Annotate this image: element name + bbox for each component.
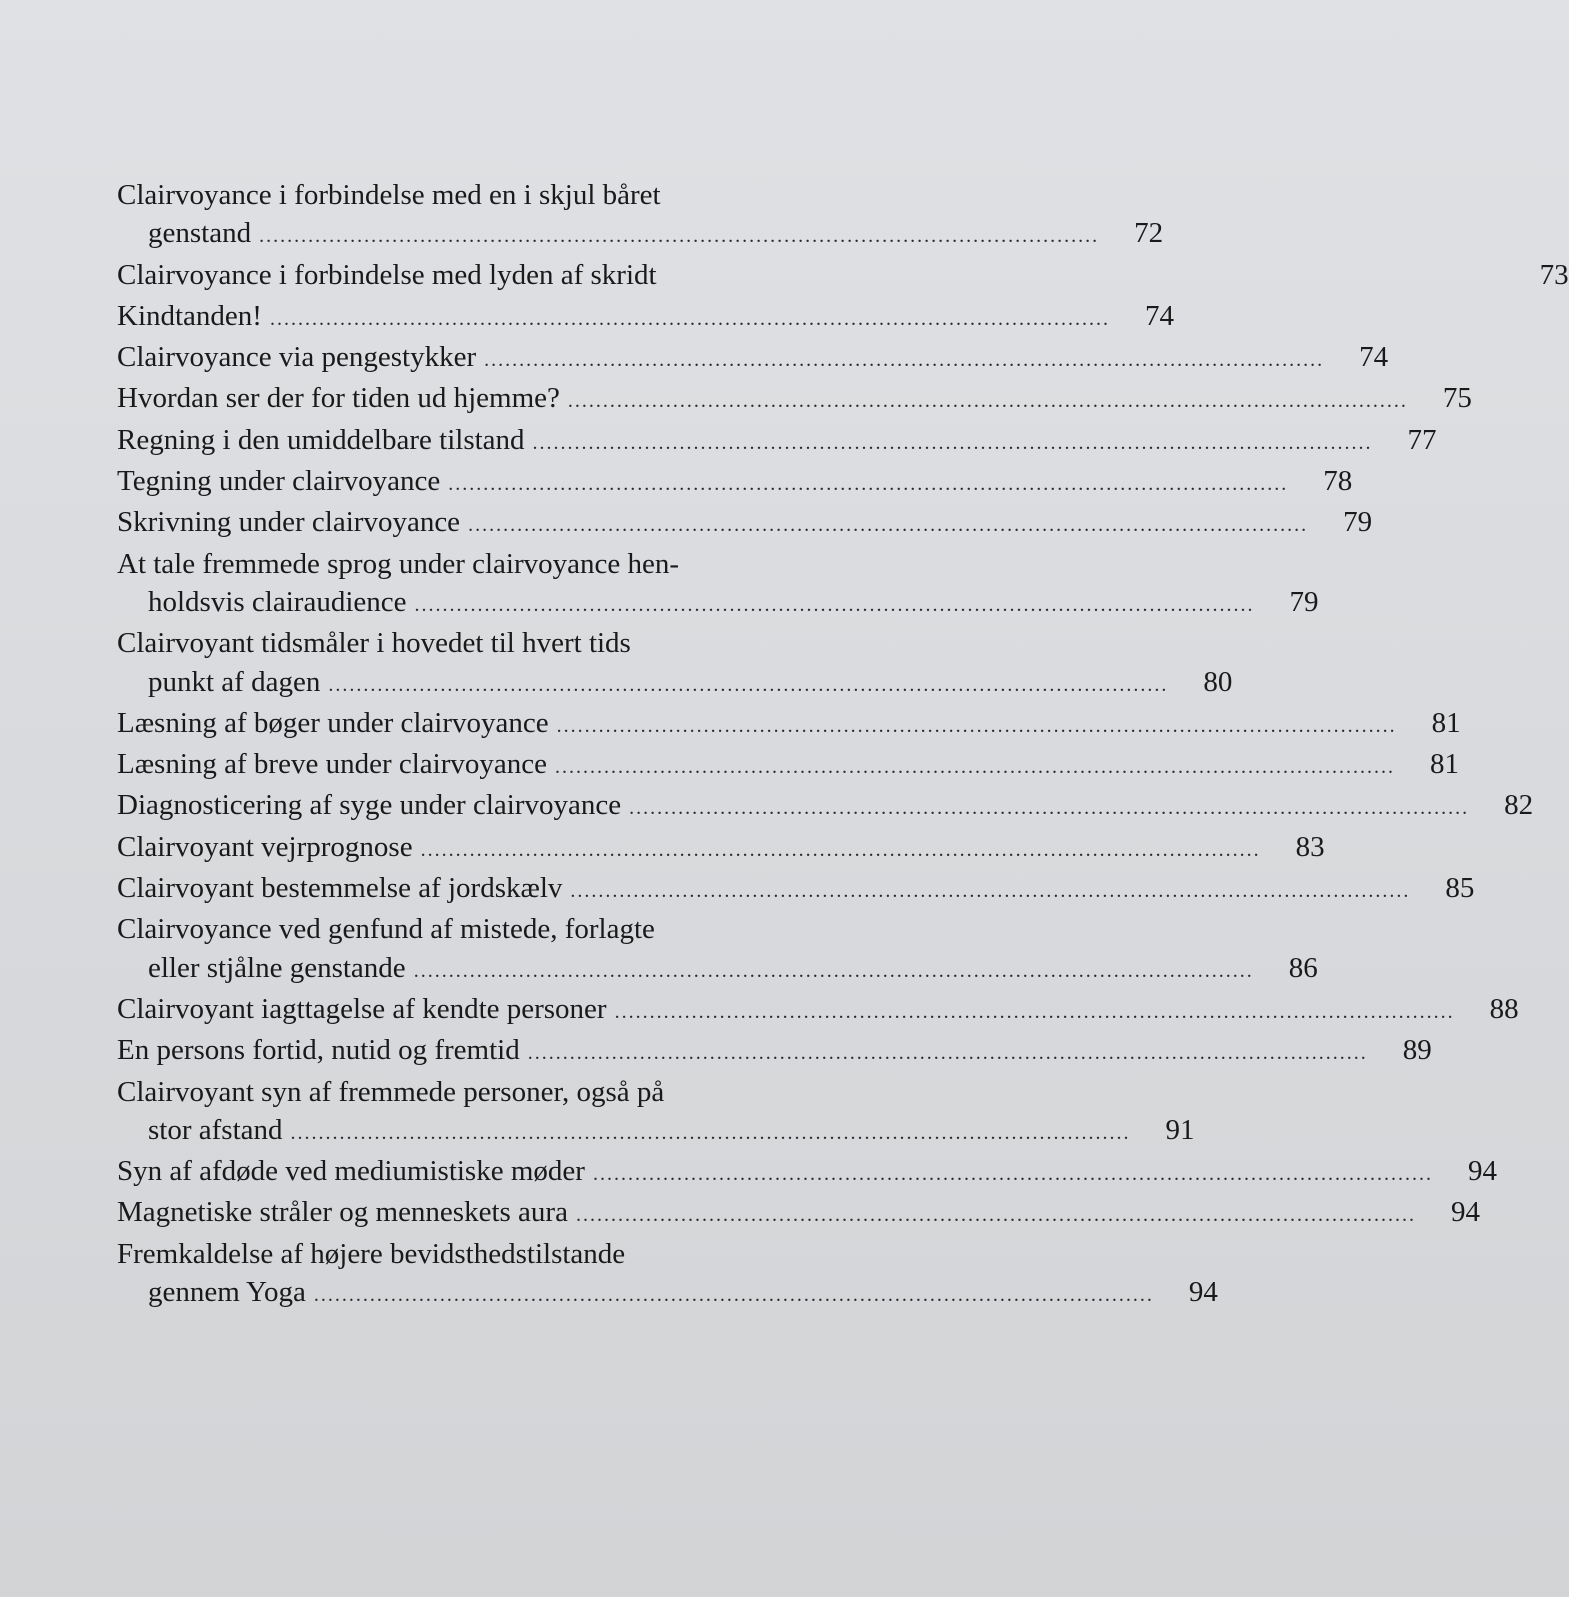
dot-leader: ........................................................................................................................ [570,880,1411,903]
dot-leader: ........................................................................................................................ [269,307,1110,330]
toc-entry-last-line [117,828,1325,869]
toc-page-number: 88 [1489,992,1519,1025]
dot-leader: ........................................................................................................................ [527,1042,1368,1065]
dot-leader: ........................................................................................................................ [413,959,1254,982]
toc-entry [117,1152,1497,1193]
toc-entry-last-line [117,379,1472,420]
dot-leader: ........................................................................................................................ [567,390,1408,413]
toc-entry [117,1193,1480,1234]
toc-entry-last-line [117,256,1569,297]
toc-entry-title: At tale fremmede sprog under clairvoyance hen- [117,547,680,580]
toc-entry [117,176,1164,256]
toc-entry-line [117,176,807,214]
dot-leader: ........................................................................................................................ [614,1000,1455,1023]
dot-leader: ........................................................................................................................ [290,1121,1131,1144]
toc-entry-last-line [117,1193,1480,1234]
toc-entry [117,1235,1218,1315]
toc-page-number: 80 [1203,665,1233,698]
toc-page-number: 91 [1165,1113,1195,1146]
toc-entry-last-line [117,990,1519,1031]
toc-entry-title: Clairvoyant tidsmåler i hovedet til hvert tids [117,627,631,660]
toc-page-number: 82 [1504,789,1534,822]
toc-entry-title: Clairvoyance i forbindelse med en i skjul båret [117,179,661,211]
toc-entry-last-line [117,583,1319,624]
toc-entry-title: Læsning af breve under clairvoyance [117,748,547,781]
toc-entry-last-line [117,338,1389,379]
toc-entry [117,786,1534,827]
toc-entry [117,338,1389,379]
toc-entry-title: Clairvoyant bestemmelse af jordskælv [117,872,563,905]
dot-leader: ........................................................................................................................ [592,1163,1433,1186]
toc-entry-line [117,624,807,662]
toc-entry-last-line [117,1031,1432,1072]
toc-entry-title: Magnetiske stråler og menneskets aura [117,1196,568,1229]
toc-entry-title: Clairvoyant iagttagelse af kendte personer [117,992,607,1025]
toc-entry-line [117,910,807,948]
toc-entry [117,297,1174,338]
toc-entry-title: Regning i den umiddelbare tilstand [117,423,525,456]
toc-page-number: 73 [1539,258,1569,291]
toc-entry [117,869,1475,910]
toc-entry-last-line [117,869,1475,910]
toc-page-number: 72 [1134,217,1164,250]
toc-entry-title: punkt af dagen [148,665,321,698]
dot-leader: ........................................................................................................................ [448,473,1289,496]
toc-entry-title: Syn af afdøde ved mediumistiske møder [117,1155,585,1188]
toc-entry-title: Clairvoyance via pengestykker [117,341,477,374]
dot-leader: ........................................................................................................................ [484,349,1325,372]
toc-entry-title: Clairvoyance ved genfund af mistede, forlagte [117,913,655,946]
toc-entry [117,545,1319,625]
toc-entry [117,256,1569,297]
toc-entry-last-line [117,421,1437,462]
toc-page-number: 81 [1431,706,1461,739]
toc-entry-title: holdsvis clairaudience [148,585,407,618]
toc-entry [117,1031,1432,1072]
toc-entry [117,379,1472,420]
toc-page-number: 75 [1442,382,1472,415]
toc-entry-last-line [117,663,1233,704]
toc-entry-title: Clairvoyant syn af fremmede personer, også på [117,1075,665,1108]
toc-page-number: 74 [1359,341,1389,374]
toc-entry-last-line [117,949,1318,990]
toc-entry-last-line [117,462,1353,503]
toc-entry-last-line [117,1273,1218,1314]
toc-entry [117,990,1519,1031]
table-of-contents [117,176,1569,1314]
toc-entry-last-line [117,503,1373,544]
toc-page-number: 94 [1467,1155,1497,1188]
toc-entry [117,421,1437,462]
dot-leader: ........................................................................................................................ [556,714,1397,737]
toc-entry-last-line [117,214,1164,255]
toc-page-number: 74 [1144,299,1174,332]
toc-entry-title: gennem Yoga [148,1276,306,1309]
toc-page-number: 79 [1343,506,1373,539]
toc-entry-title: stor afstand [148,1113,283,1146]
dot-leader: ........................................................................................................................ [313,1284,1154,1307]
toc-entry-title: En persons fortid, nutid og fremtid [117,1034,520,1067]
toc-entry [117,1073,1195,1153]
toc-entry-title: eller stjålne genstande [148,951,406,984]
toc-entry-last-line [117,786,1534,827]
toc-page-number: 77 [1407,423,1437,456]
dot-leader: ........................................................................................................................ [420,838,1261,861]
toc-entry-title: Skrivning under clairvoyance [117,506,461,539]
toc-entry [117,624,1233,704]
toc-page-number: 81 [1430,748,1459,781]
toc-page-number: 79 [1289,585,1319,618]
toc-page-number: 89 [1402,1034,1432,1067]
toc-entry-last-line [117,297,1174,338]
toc-page-number: 83 [1295,830,1325,863]
dot-leader: ........................................................................................................................ [328,673,1169,696]
toc-entry-last-line [117,704,1461,745]
toc-entry [117,828,1325,869]
toc-entry-last-line [117,1152,1497,1193]
toc-page-number: 94 [1188,1276,1218,1309]
toc-entry-line [117,1073,807,1111]
toc-entry-title: Clairvoyant vejrprognose [117,830,413,863]
toc-entry-last-line [117,745,1459,786]
toc-entry-title: Clairvoyance i forbindelse med lyden af skridt [117,258,657,291]
dot-leader: ........................................................................................................................ [575,1204,1416,1227]
toc-entry-title: Fremkaldelse af højere bevidsthedstilstande [117,1237,626,1270]
toc-entry-last-line [117,1111,1195,1152]
toc-entry [117,503,1373,544]
toc-entry [117,745,1459,786]
toc-entry-title: Tegning under clairvoyance [117,465,441,498]
toc-entry-title: Diagnosticering af syge under clairvoyance [117,789,622,822]
toc-page-number: 86 [1288,951,1318,984]
toc-entry-title: genstand [148,217,252,250]
dot-leader: ........................................................................................................................ [468,514,1309,537]
dot-leader: ........................................................................................................................ [629,797,1470,820]
dot-leader: ........................................................................................................................ [414,593,1255,616]
toc-page-number: 78 [1323,465,1353,498]
toc-entry [117,462,1353,503]
toc-entry-title: Læsning af bøger under clairvoyance [117,706,549,739]
toc-entry-line [117,1235,807,1273]
dot-leader: ........................................................................................................................ [555,756,1395,779]
toc-entry-title: Kindtanden! [117,299,262,332]
dot-leader: ........................................................................................................................ [259,225,1100,248]
toc-entry-title: Hvordan ser der for tiden ud hjemme? [117,382,560,415]
dot-leader: ........................................................................................................................ [532,431,1373,454]
toc-entry [117,704,1461,745]
toc-entry [117,910,1318,990]
toc-entry-line [117,545,807,583]
toc-page-number: 85 [1445,872,1475,905]
toc-page-number: 94 [1450,1196,1480,1229]
